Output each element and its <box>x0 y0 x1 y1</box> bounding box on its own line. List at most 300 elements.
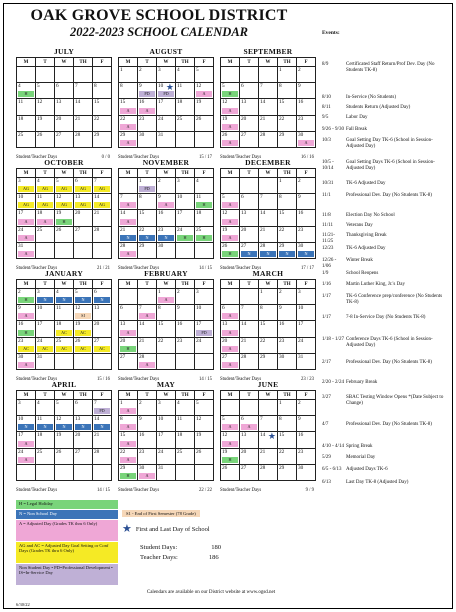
day-cell <box>176 321 195 337</box>
day-number: 18 <box>56 321 62 328</box>
day-number: 25 <box>196 226 202 233</box>
day-number: 15 <box>279 432 285 439</box>
month-march <box>220 269 316 375</box>
day-number: 6 <box>75 400 78 406</box>
event-text: Goal Setting Days TK-6 (School in Session-Adjusted Day) <box>346 159 435 172</box>
day-cell <box>74 400 93 416</box>
day-code: H <box>120 473 136 479</box>
day-number: 30 <box>139 464 145 471</box>
day-cell <box>195 99 214 115</box>
day-cell <box>259 400 278 416</box>
day-number: 8 <box>279 416 282 423</box>
event-text: Last Day TK-8 (Adjusted Day) <box>346 479 409 485</box>
days-total-label: Student/Teacher Days <box>220 488 262 493</box>
day-number: 23 <box>18 337 24 344</box>
day-cell <box>17 210 36 226</box>
day-cell <box>138 321 157 337</box>
day-number: 27 <box>94 337 100 344</box>
day-number: 24 <box>177 226 183 233</box>
day-cell <box>119 210 138 226</box>
day-number: 19 <box>222 115 228 122</box>
day-number: 19 <box>196 432 202 439</box>
day-code: A <box>222 235 238 241</box>
day-number: 20 <box>120 337 126 344</box>
day-code: A <box>120 441 136 447</box>
student-days-label: Student Days: <box>140 544 178 551</box>
day-number: 19 <box>196 99 202 106</box>
day-number: 19 <box>222 226 228 233</box>
weekday-header: TH <box>176 169 195 178</box>
day-code: H <box>222 457 238 463</box>
day-cell <box>157 99 176 115</box>
day-cell <box>278 115 297 131</box>
legend-item: Non Student Day • PD=Professional Development • IS=In-Service Day <box>16 564 118 586</box>
event-date: 8/10 <box>322 95 331 101</box>
day-number: 10 <box>158 83 164 90</box>
day-cell <box>195 448 214 464</box>
day-number: 16 <box>177 321 183 328</box>
days-total-value: 9 / 9 <box>305 488 314 493</box>
day-cell <box>55 242 74 258</box>
day-number: 23 <box>298 226 304 233</box>
day-number: 9 <box>298 194 301 201</box>
day-cell <box>297 242 316 258</box>
days-total-value: 21 / 21 <box>96 266 110 271</box>
day-cell <box>195 464 214 480</box>
day-cell <box>119 242 138 258</box>
legend-item: AG and AC = Adjusted Day Goal Setting or Conf Days (Grades TK thru 6 Only) <box>16 542 118 564</box>
day-number: 15 <box>279 99 285 106</box>
day-cell <box>55 337 74 353</box>
event-text: SBAC Testing Window Opens *(Date Subject to Change) <box>346 394 444 406</box>
day-number: 28 <box>260 242 266 249</box>
day-cell <box>55 115 74 131</box>
day-number: 6 <box>75 178 78 184</box>
day-number: 2 <box>298 67 301 73</box>
day-cell <box>17 194 36 210</box>
day-cell <box>138 448 157 464</box>
day-cell <box>259 416 278 432</box>
day-code: AC <box>37 346 53 352</box>
event-date: 4/7 <box>322 421 329 427</box>
day-number: 22 <box>260 337 266 344</box>
event-date: 1/17 <box>322 293 331 299</box>
day-cell <box>157 464 176 480</box>
day-cell <box>119 178 138 194</box>
day-cell <box>138 353 157 369</box>
day-cell <box>278 337 297 353</box>
day-cell <box>17 432 36 448</box>
days-total-value: 14 / 15 <box>198 377 212 382</box>
weekday-header: M <box>119 280 138 289</box>
month-name: MAY <box>156 380 176 389</box>
event-text: In-Service (No Students) <box>346 95 396 101</box>
day-number: 13 <box>94 305 100 312</box>
day-number: 27 <box>241 464 247 471</box>
day-number: 7 <box>94 400 97 406</box>
day-cell <box>259 321 278 337</box>
day-cell <box>297 321 316 337</box>
day-cell <box>17 337 36 353</box>
day-cell <box>55 400 74 416</box>
day-number: 5 <box>222 83 225 90</box>
day-code: AC <box>18 346 34 352</box>
day-code: A <box>120 424 136 430</box>
day-code: N <box>75 297 91 303</box>
day-cell <box>74 464 93 480</box>
month-november <box>118 158 214 264</box>
month-september <box>220 47 316 153</box>
day-number: 5 <box>222 416 225 423</box>
day-number: 31 <box>158 464 164 471</box>
day-number: 13 <box>120 321 126 328</box>
day-number: 2 <box>298 400 301 406</box>
weekday-header: T <box>36 58 55 67</box>
day-cell <box>36 337 55 353</box>
day-cell <box>74 115 93 131</box>
day-number: 8 <box>279 83 282 90</box>
day-cell <box>74 178 93 194</box>
day-cell <box>278 464 297 480</box>
day-cell <box>221 289 240 305</box>
weekday-header: W <box>157 169 176 178</box>
day-cell <box>259 353 278 369</box>
day-number: 12 <box>56 416 62 423</box>
student-days-value: 180 <box>211 544 222 551</box>
day-cell <box>36 305 55 321</box>
day-number: 16 <box>18 321 24 328</box>
day-cell <box>195 353 214 369</box>
day-number: 11 <box>18 99 24 106</box>
revision-date: 6/30/22 <box>16 602 30 607</box>
month-name: DECEMBER <box>245 158 291 167</box>
day-number: 8 <box>279 194 282 201</box>
day-cell <box>119 305 138 321</box>
weekday-header: W <box>55 169 74 178</box>
day-cell <box>93 432 112 448</box>
day-cell <box>221 226 240 242</box>
day-cell <box>74 416 93 432</box>
day-number: 14 <box>260 99 266 106</box>
day-cell <box>259 178 278 194</box>
weekday-header: M <box>119 169 138 178</box>
day-number: 10 <box>37 305 43 312</box>
day-cell <box>297 67 316 83</box>
day-cell <box>157 448 176 464</box>
weekday-header: F <box>93 280 112 289</box>
weekday-header: T <box>138 280 157 289</box>
day-number: 20 <box>222 337 228 344</box>
day-cell <box>240 289 259 305</box>
day-cell <box>297 131 316 147</box>
day-cell <box>93 67 112 83</box>
month-name: JANUARY <box>44 269 84 278</box>
legend-item: N = Non School Day <box>16 510 118 520</box>
day-number: 13 <box>75 416 81 423</box>
teacher-days-total <box>140 554 318 561</box>
day-number: 6 <box>241 416 244 423</box>
month-table <box>220 279 316 370</box>
day-cell <box>278 83 297 99</box>
day-code: H <box>120 346 136 352</box>
weekday-header: TH <box>74 169 93 178</box>
day-cell <box>240 448 259 464</box>
day-number: 21 <box>94 210 100 217</box>
day-cell <box>55 416 74 432</box>
day-cell <box>278 321 297 337</box>
day-number: 9 <box>298 83 301 90</box>
day-cell <box>138 99 157 115</box>
day-cell <box>74 353 93 369</box>
day-number: 24 <box>298 337 304 344</box>
district-title: OAK GROVE SCHOOL DISTRICT <box>30 7 288 24</box>
calendar-title: 2022-2023 SCHOOL CALENDAR <box>69 25 249 39</box>
day-cell <box>138 337 157 353</box>
day-cell <box>36 115 55 131</box>
day-code: A <box>222 330 238 336</box>
event-text: Election Day No School <box>346 213 395 219</box>
weekday-header: W <box>259 280 278 289</box>
event-text: TK-6 Conference prep/conference (No Students TK-8) <box>346 293 443 305</box>
day-cell <box>240 353 259 369</box>
day-cell <box>157 178 176 194</box>
day-cell <box>221 99 240 115</box>
day-number: 4 <box>177 400 180 406</box>
day-cell <box>297 448 316 464</box>
day-cell <box>176 67 195 83</box>
day-number: 4 <box>196 178 199 184</box>
day-cell <box>17 178 36 194</box>
day-cell <box>157 400 176 416</box>
day-cell <box>297 226 316 242</box>
day-cell <box>176 226 195 242</box>
day-number: 21 <box>260 115 266 122</box>
days-total-value: 16 / 16 <box>300 155 314 160</box>
day-number: 2 <box>139 67 142 73</box>
day-code: A <box>120 202 136 208</box>
day-number: 2 <box>177 289 180 295</box>
day-number: 4 <box>37 178 40 184</box>
event-text: Goal Setting Day TK-6 (School in Session-Adjusted Day) <box>346 138 433 150</box>
day-cell <box>240 416 259 432</box>
day-number: 11 <box>56 305 62 312</box>
day-number: 21 <box>139 337 145 344</box>
day-cell <box>74 210 93 226</box>
weekday-header: M <box>221 169 240 178</box>
weekday-header: F <box>195 391 214 400</box>
day-number: 14 <box>94 416 100 423</box>
day-cell <box>36 210 55 226</box>
day-cell <box>119 131 138 147</box>
day-cell <box>240 242 259 258</box>
day-code: A <box>120 251 136 257</box>
day-cell <box>74 337 93 353</box>
day-number: 17 <box>18 432 24 439</box>
day-cell <box>93 83 112 99</box>
star-icon: ★ <box>267 431 276 442</box>
day-number: 7 <box>94 178 97 184</box>
day-cell <box>93 194 112 210</box>
day-number: 22 <box>279 115 285 122</box>
day-code: N <box>279 251 295 257</box>
day-code: A <box>120 140 136 146</box>
day-cell <box>36 194 55 210</box>
day-cell <box>55 194 74 210</box>
day-number: 16 <box>298 99 304 106</box>
day-number: 15 <box>139 210 145 217</box>
day-cell <box>36 242 55 258</box>
event-text: Winter Break <box>346 257 373 263</box>
day-number: 14 <box>241 321 247 328</box>
weekday-header: F <box>195 169 214 178</box>
day-number: 14 <box>120 210 126 217</box>
day-number: 5 <box>37 83 40 90</box>
day-cell <box>259 67 278 83</box>
day-cell <box>157 194 176 210</box>
day-code: AC <box>56 330 72 336</box>
day-number: 4 <box>37 400 40 406</box>
day-cell <box>36 178 55 194</box>
day-number: 27 <box>241 242 247 249</box>
day-number: 13 <box>241 432 247 439</box>
day-number: 20 <box>241 115 247 122</box>
day-cell <box>157 67 176 83</box>
day-number: 6 <box>222 305 225 312</box>
day-number: 22 <box>158 337 164 344</box>
day-code: A <box>222 346 238 352</box>
day-number: 15 <box>120 432 126 439</box>
day-number: 21 <box>241 337 247 344</box>
day-cell <box>240 99 259 115</box>
day-code: N <box>94 297 110 303</box>
day-code: AG <box>18 202 34 208</box>
day-cell <box>17 115 36 131</box>
day-code: AG <box>56 202 72 208</box>
day-number: 30 <box>139 131 145 138</box>
day-cell <box>176 464 195 480</box>
day-cell <box>119 83 138 99</box>
day-cell <box>259 226 278 242</box>
day-cell <box>74 289 93 305</box>
day-code: PD <box>139 91 155 97</box>
day-cell <box>138 432 157 448</box>
day-cell <box>138 289 157 305</box>
day-cell <box>297 210 316 226</box>
day-cell <box>278 178 297 194</box>
day-cell <box>138 400 157 416</box>
day-cell <box>221 337 240 353</box>
day-cell <box>176 131 195 147</box>
days-total-label: Student/Teacher Days <box>16 266 58 271</box>
event-date: 10/3 <box>322 138 331 144</box>
day-cell <box>157 210 176 226</box>
day-cell <box>176 289 195 305</box>
day-number: 8 <box>94 83 97 90</box>
day-cell <box>157 321 176 337</box>
day-number: 1 <box>120 67 123 73</box>
event-text: Professional Dev. Day (No Students TK-8) <box>346 360 432 365</box>
day-cell <box>119 448 138 464</box>
day-code: H <box>222 251 238 257</box>
day-code: N <box>94 424 110 430</box>
event-date: 8/11 <box>322 105 331 111</box>
day-number: 24 <box>37 337 43 344</box>
day-cell <box>240 194 259 210</box>
day-number: 2 <box>158 178 161 184</box>
day-code: A <box>139 473 155 479</box>
day-number: 3 <box>158 400 161 406</box>
day-number: 29 <box>120 131 126 138</box>
semester-end-key: S1 - End of First Semester (78 Grade) <box>122 510 200 517</box>
day-number: 28 <box>120 242 126 249</box>
day-code: A <box>18 362 34 368</box>
weekday-header: T <box>240 280 259 289</box>
day-cell <box>55 448 74 464</box>
day-cell <box>93 289 112 305</box>
day-number: 6 <box>120 305 123 312</box>
day-number: 1 <box>279 400 282 406</box>
day-cell <box>17 448 36 464</box>
month-table <box>16 390 112 481</box>
day-cell <box>221 448 240 464</box>
day-cell <box>36 321 55 337</box>
weekday-header: M <box>17 391 36 400</box>
day-number: 17 <box>158 99 164 106</box>
day-code: H <box>56 219 72 225</box>
day-cell <box>119 226 138 242</box>
day-code: A <box>120 219 136 225</box>
days-total-label: Student/Teacher Days <box>220 266 262 271</box>
day-cell <box>176 432 195 448</box>
day-number: 31 <box>18 242 24 249</box>
day-number: 22 <box>120 448 126 455</box>
weekday-header: W <box>259 58 278 67</box>
day-cell <box>17 353 36 369</box>
day-number: 14 <box>139 321 145 328</box>
day-code: A <box>222 202 238 208</box>
day-cell <box>74 99 93 115</box>
day-cell <box>195 242 214 258</box>
day-number: 3 <box>37 289 40 295</box>
day-cell <box>55 226 74 242</box>
day-cell <box>297 83 316 99</box>
day-cell <box>221 305 240 321</box>
weekday-header: M <box>221 58 240 67</box>
day-cell <box>176 115 195 131</box>
day-cell <box>119 416 138 432</box>
day-number: 30 <box>158 242 164 249</box>
day-number: 21 <box>120 226 126 233</box>
day-cell <box>55 289 74 305</box>
day-number: 22 <box>279 448 285 455</box>
day-code: N <box>56 297 72 303</box>
day-number: 29 <box>94 131 100 138</box>
day-code: PD <box>158 91 174 97</box>
day-number: 10 <box>298 305 304 312</box>
day-cell <box>93 226 112 242</box>
day-cell <box>36 448 55 464</box>
day-number: 14 <box>75 99 81 106</box>
day-number: 21 <box>260 448 266 455</box>
day-number: 20 <box>75 432 81 439</box>
day-cell <box>138 178 157 194</box>
day-cell <box>93 131 112 147</box>
day-cell <box>176 194 195 210</box>
day-number: 15 <box>120 99 126 106</box>
day-cell <box>119 115 138 131</box>
day-code: N <box>241 251 257 257</box>
weekday-header: W <box>259 169 278 178</box>
